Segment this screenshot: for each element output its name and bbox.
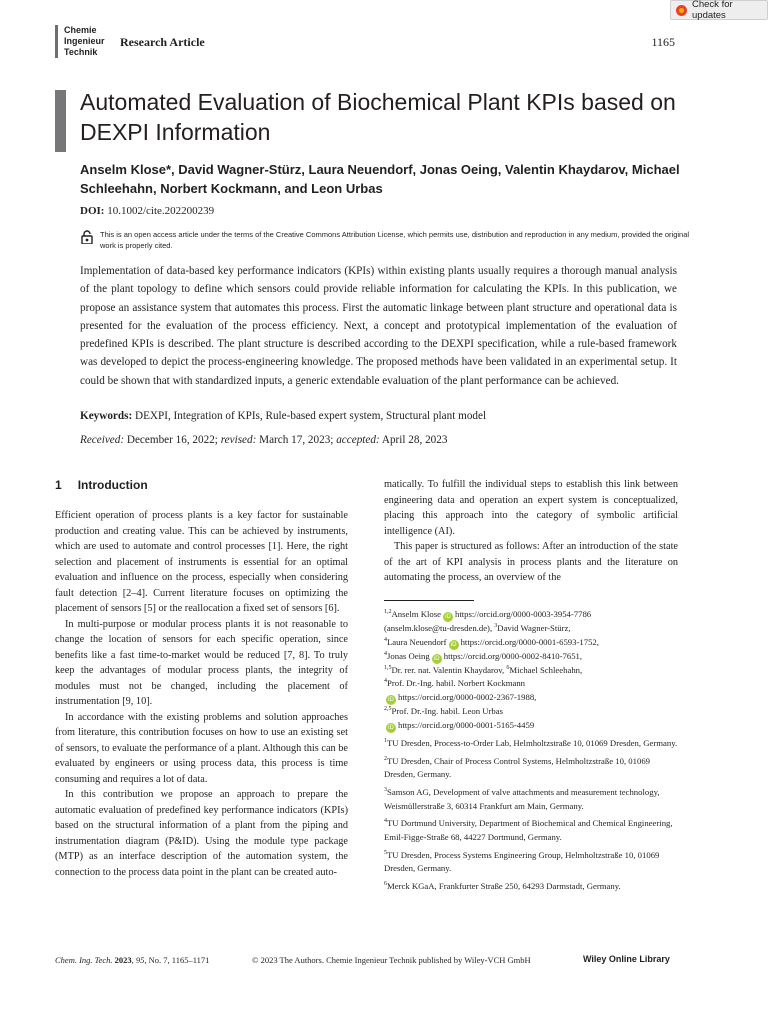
keywords-line	[80, 410, 677, 422]
paragraph: In this contribution we propose an approach to prepare the automatic evaluation of predefined key performance indicators (KPIs) based on the structural information of a plant from the piping and instrumentation diagram (P&ID). Using the module type package (MTP) as an interface description of the automation system, the connection to the process data point in the plant can be created auto-	[55, 789, 348, 878]
paragraph: In accordance with the existing problems and solution approaches from literature, this contribution focuses on how to use an existing set of sensors, to evaluate the performance of a plant. Although this can be evaluated by engineers or using process data, this process is time consuming and requires a lot of data.	[55, 711, 348, 785]
open-access-notice: This is an open access article under the terms of the Creative Commons Attribution License, which permits use, distribution and reproduction in any medium, provided the original work is properly cited.	[100, 230, 690, 250]
orcid-icon[interactable]: iD	[443, 612, 453, 622]
page-number: 1165	[651, 35, 675, 49]
paragraph: matically. To fulfill the individual steps to establish this link between engineering data and operation an expert system is conceptualized, placing this approach into the category of symbolic artificial intelligence (AI).	[384, 479, 678, 537]
doi-line	[80, 205, 214, 217]
abstract: Implementation of data-based key performance indicators (KPIs) within existing plants usually requires a thorough manual analysis of the plant topology to define which sensors could provide reliable information for calculating the KPIs. In this publication, we propose an assistance system that automates this process. First the automatic linkage between plant structure and operational data is presented for the evaluation of the process efficiency. Next, a concept and prototypical implementation of the evaluation of predefined KPIs is described. The plant structure is described according to the DEXPI specification, while a rule-based framework was developed to depict the process-engineering knowledge. The proposed methods have been validated in an experimental setup. It could be shown that with standardized inputs, a generic extendable evaluation of the plant performance can be achieved.	[80, 265, 677, 387]
section-title: Introduction	[77, 478, 148, 492]
check-for-updates-button[interactable]	[670, 0, 768, 20]
footnote-divider	[384, 600, 474, 601]
journal-logo: Chemie Ingenieur Technik	[55, 25, 134, 58]
orcid-link[interactable]: https://orcid.org/0000-0003-3954-7786	[454, 609, 592, 619]
paragraph: In multi-purpose or modular process plants it is not reasonable to change the location of sensors for each specific operation, since benefits like a fast time-to-market would be reduced [7, 8]. To truly keep the advantages of modular process plants, the integrity of modules must not be changed, including the placement of instrumentation [9, 10].	[55, 618, 348, 707]
orcid-icon[interactable]: iD	[432, 654, 442, 664]
doi-link[interactable]: 10.1002/cite.202200239	[107, 205, 215, 217]
citation-footer: Chem. Ing. Tech. 2023, 95, No. 7, 1165–1171	[55, 955, 210, 965]
open-access-lock-icon	[80, 230, 94, 244]
affiliation: $^4$TU Dortmund University, Department of Biochemical and Chemical Engineering, Emil-Figge-Straße 68, 44227 Dortmund, Germany.	[384, 818, 673, 843]
paragraph: This paper is structured as follows: After an introduction of the state of the art of KPI analysis in process plants and the literature on automating the process, an overview of the	[384, 541, 678, 583]
body-column-right	[384, 477, 678, 586]
keywords-label: Keywords:	[80, 410, 133, 422]
orcid-icon[interactable]: iD	[386, 723, 396, 733]
crossmark-icon	[676, 5, 687, 16]
orcid-icon[interactable]: iD	[449, 640, 459, 650]
orcid-link[interactable]: https://orcid.org/0000-0002-2367-1988,	[398, 692, 537, 703]
wiley-online-library-link[interactable]: Wiley Online Library	[583, 954, 670, 964]
doi-label: DOI:	[80, 205, 105, 217]
affiliation: $^3$Samson AG, Development of valve attachments and measurement technology, Weismüllerstraße 3, 60314 Frankfurt am Main, Germany.	[384, 786, 660, 811]
article-type-label: Research Article	[120, 35, 205, 49]
affiliation: $^1$TU Dresden, Process-to-Order Lab, Helmholtzstraße 10, 01069 Dresden, Germany.	[384, 737, 678, 748]
body-column-left	[55, 508, 348, 880]
orcid-icon[interactable]: iD	[386, 695, 396, 705]
history-dates: Received: December 16, 2022; revised: March 17, 2023; accepted: April 28, 2023	[80, 434, 448, 446]
orcid-link[interactable]: https://orcid.org/0000-0001-6593-1752,	[460, 636, 599, 647]
email-link[interactable]: (anselm.klose@tu-dresden.de),	[384, 623, 493, 633]
article-title: Automated Evaluation of Biochemical Plant KPIs based on DEXPI Information	[80, 89, 676, 145]
orcid-link[interactable]: https://orcid.org/0000-0001-5165-4459	[398, 719, 535, 730]
author-footnotes: $^{1,2}$Anselm Klose iD https://orcid.org/0000-0003-3954-7786 (anselm.klose@tu-dresden.de), $^3$David Wagner-Stürz, $^4$Laura Neuendorf iD https://orcid.org/0000-0001-6593-1752, $^4$Jonas Oeing iD https://orcid.org/0000-0002-8410-7651, $^{1,5}$Dr. rer. nat. Valentin Khaydarov, $^6$Michael Schleehahn, $^4$Prof. Dr.-Ing. habil. Norbert Kockmann iD https://orcid.org/0000-0002-2367-1988, $^{2,5}$Prof. Dr.-Ing. habil. Leon Urbas iD https://orcid.org/0000-0001-5165-4459 $^1$TU Dresden, Process-to-Order Lab, Helmholtzstraße 10, 01069 Dresden, Germany. $^2$TU Dresden, Chair of Process Control Systems, Helmholtzstraße 10, 01069 Dresden, Germany. $^3$Samson AG, Development of valve attachments and measurement technology, Weismüllerstraße 3, 60314 Frankfurt am Main, Germany. $^4$TU Dortmund University, Department of Biochemical and Chemical Engineering, Emil-Figge-Straße 68, 44227 Dortmund, Germany. $^5$TU Dresden, Process Systems Engineering Group, Helmholtzstraße 10, 01069 Dresden, Germany. $^6$Merck KGaA, Frankfurter Straße 250, 64293 Darmstadt, Germany.	[384, 608, 678, 894]
copyright-footer: © 2023 The Authors. Chemie Ingenieur Technik published by Wiley-VCH GmbH	[252, 955, 531, 965]
author-list: Anselm Klose*, David Wagner-Stürz, Laura Neuendorf, Jonas Oeing, Valentin Khaydarov, Michael Schleehahn, Norbert Kockmann, and Leon Urbas	[80, 162, 680, 196]
orcid-link[interactable]: https://orcid.org/0000-0002-8410-7651,	[443, 650, 583, 661]
title-accent-bar	[55, 90, 66, 152]
affiliation: $^5$TU Dresden, Process Systems Engineering Group, Helmholtzstraße 10, 01069 Dresden, Germany.	[384, 849, 660, 874]
keywords-value: DEXPI, Integration of KPIs, Rule-based expert system, Structural plant model	[135, 410, 487, 422]
section-number: 1	[55, 478, 62, 492]
paragraph: Efficient operation of process plants is a key factor for sustainable production and creating value. This can be achieved by instruments, which are used to automate and control processes [1]. Here, the right selection and placement of instruments is essential for an optimal evaluation and influence on the process, especially when considering fault detection [2–4]. Current literature focuses on optimizing the placement of sensors [5] or the reallocation a fixed set of sensors [6].	[55, 510, 348, 614]
section-heading	[55, 478, 148, 492]
check-for-updates-label: Check for updates	[692, 0, 733, 21]
affiliation: $^6$Merck KGaA, Frankfurter Straße 250, 64293 Darmstadt, Germany.	[384, 881, 621, 892]
affiliation: $^2$TU Dresden, Chair of Process Control Systems, Helmholtzstraße 10, 01069 Dresden, Germany.	[384, 755, 651, 780]
